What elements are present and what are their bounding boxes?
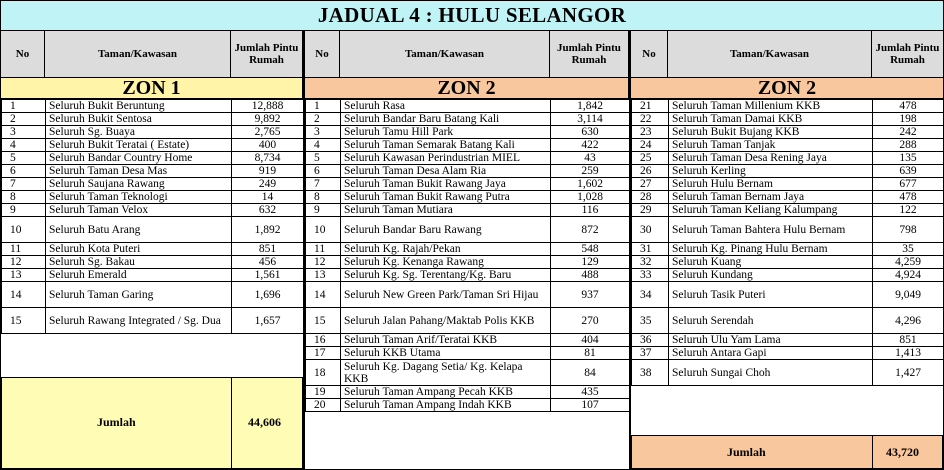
row-units: 1,696 [232,282,304,308]
row-area-name: Seluruh Taman Velox [46,204,232,217]
header-row-zone1 [1,31,303,78]
row-area-name: Seluruh Kundang [669,269,873,282]
row-area-name: Seluruh Taman Tanjak [669,139,873,152]
row-number: 34 [632,282,669,308]
row-area-name: Seluruh Taman Semarak Batang Kali [341,139,551,152]
row-units: 1,657 [232,308,304,334]
column-divider [629,31,631,469]
row-area-name: Seluruh Taman Damai KKB [669,113,873,126]
table-row [2,113,304,126]
table-row [306,399,630,412]
table-row [632,243,944,256]
row-units: 4,924 [873,269,944,282]
row-area-name: Seluruh Tasik Puteri [669,282,873,308]
row-number: 11 [306,243,341,256]
row-units: 1,892 [232,217,304,243]
zone2-total-label: Jumlah [727,445,766,459]
row-number: 9 [306,204,341,217]
row-area-name: Seluruh Kg. Kenanga Rawang [341,256,551,269]
row-number: 4 [2,139,46,152]
page-title: JADUAL 4 : HULU SELANGOR [1,1,943,31]
row-units: 116 [551,204,630,217]
row-units: 422 [551,139,630,152]
row-area-name: Seluruh Taman Millenium KKB [669,100,873,113]
table-row [2,100,304,113]
row-units: 872 [551,217,630,243]
row-area-name: Seluruh Taman Bernam Jaya [669,191,873,204]
row-units: 478 [873,100,944,113]
table-row [632,126,944,139]
table-row [2,269,304,282]
row-units: 937 [551,282,630,308]
row-number: 11 [2,243,46,256]
row-units: 851 [232,243,304,256]
row-units: 677 [873,178,944,191]
row-area-name: Seluruh Bukit Beruntung [46,100,232,113]
row-number: 6 [2,165,46,178]
table-row [2,139,304,152]
row-area-name: Seluruh Kg. Sg. Terentang/Kg. Baru [341,269,551,282]
row-number: 13 [2,269,46,282]
header-area: Taman/Kawasan [45,31,231,77]
row-number: 25 [632,152,669,165]
row-units: 4,296 [873,308,944,334]
row-units: 1,602 [551,178,630,191]
row-area-name: Seluruh Antara Gapi [669,347,873,360]
row-area-name: Seluruh Kota Puteri [46,243,232,256]
zone2-total [631,435,943,469]
row-area-name: Seluruh Bandar Baru Rawang [341,217,551,243]
row-number: 18 [306,360,341,386]
table-row [2,282,304,308]
row-units: 2,765 [232,126,304,139]
row-area-name: Seluruh Sg. Bakau [46,256,232,269]
row-number: 15 [306,308,341,334]
row-number: 4 [306,139,341,152]
row-number: 2 [2,113,46,126]
row-number: 22 [632,113,669,126]
row-units: 798 [873,217,944,243]
table-row [632,360,944,386]
row-area-name: Seluruh Sungai Choh [669,360,873,386]
row-number: 37 [632,347,669,360]
row-area-name: Seluruh Taman Ampang Indah KKB [341,399,551,412]
table-row [306,360,630,386]
row-number: 23 [632,126,669,139]
row-units: 1,413 [873,347,944,360]
row-number: 5 [2,152,46,165]
row-units: 12,888 [232,100,304,113]
table-row [632,347,944,360]
table-row [632,165,944,178]
row-number: 7 [2,178,46,191]
row-units: 249 [232,178,304,191]
table-row [306,191,630,204]
row-area-name: Seluruh Bukit Bujang KKB [669,126,873,139]
row-number: 33 [632,269,669,282]
table-row [306,334,630,347]
column-divider [303,31,305,469]
row-number: 19 [306,386,341,399]
table-row [632,308,944,334]
table-row [2,152,304,165]
row-units: 3,114 [551,113,630,126]
header-no: No [305,31,340,77]
row-number: 2 [306,113,341,126]
table-row [2,308,304,334]
row-number: 1 [2,100,46,113]
row-number: 20 [306,399,341,412]
row-area-name: Seluruh Bukit Sentosa [46,113,232,126]
zone2b-table [631,99,944,386]
table-row [632,217,944,243]
table-row [2,126,304,139]
row-area-name: Seluruh Taman Bukit Rawang Jaya [341,178,551,191]
table-row [632,334,944,347]
row-units: 35 [873,243,944,256]
table-row [632,139,944,152]
row-number: 27 [632,178,669,191]
row-units: 851 [873,334,944,347]
row-units: 81 [551,347,630,360]
row-units: 270 [551,308,630,334]
row-number: 15 [2,308,46,334]
row-area-name: Seluruh Sg. Buaya [46,126,232,139]
row-number: 8 [2,191,46,204]
table-row [306,347,630,360]
table-row [306,217,630,243]
row-units: 288 [873,139,944,152]
row-units: 259 [551,165,630,178]
row-number: 17 [306,347,341,360]
row-area-name: Seluruh Kerling [669,165,873,178]
table-row [2,191,304,204]
row-area-name: Seluruh Hulu Bernam [669,178,873,191]
row-area-name: Seluruh Taman Ampang Pecah KKB [341,386,551,399]
row-units: 1,561 [232,269,304,282]
row-area-name: Seluruh Taman Keliang Kalumpang [669,204,873,217]
table-row [306,113,630,126]
row-number: 24 [632,139,669,152]
row-units: 435 [551,386,630,399]
zone2a-table [305,99,630,412]
row-area-name: Seluruh Kg. Dagang Setia/ Kg. Kelapa KKB [341,360,551,386]
table-row [306,269,630,282]
zone1-total [1,377,303,469]
row-units: 639 [873,165,944,178]
row-number: 28 [632,191,669,204]
row-number: 38 [632,360,669,386]
row-units: 1,028 [551,191,630,204]
row-area-name: Seluruh Bukit Teratai ( Estate) [46,139,232,152]
row-number: 30 [632,217,669,243]
row-units: 242 [873,126,944,139]
table-row [306,243,630,256]
row-number: 14 [2,282,46,308]
header-units: Jumlah Pintu Rumah [875,42,940,66]
table-row [2,256,304,269]
row-number: 10 [2,217,46,243]
table-row [2,217,304,243]
table-row [306,100,630,113]
zone-label-1: ZON 1 [1,78,303,99]
row-units: 400 [232,139,304,152]
row-area-name: Seluruh Kuang [669,256,873,269]
table-row [306,204,630,217]
row-units: 9,892 [232,113,304,126]
table-row [306,152,630,165]
row-units: 488 [551,269,630,282]
table-row [632,269,944,282]
row-units: 548 [551,243,630,256]
row-area-name: Seluruh Bandar Country Home [46,152,232,165]
row-number: 14 [306,282,341,308]
row-number: 5 [306,152,341,165]
header-no: No [1,31,45,77]
table-row [632,100,944,113]
row-area-name: Seluruh Ulu Yam Lama [669,334,873,347]
row-number: 6 [306,165,341,178]
row-area-name: Seluruh Taman Teknologi [46,191,232,204]
row-units: 198 [873,113,944,126]
row-units: 4,259 [873,256,944,269]
row-number: 29 [632,204,669,217]
row-number: 3 [2,126,46,139]
table-row [306,282,630,308]
table-row [306,126,630,139]
row-units: 404 [551,334,630,347]
header-row-zone2a [305,31,629,78]
row-area-name: Seluruh Rasa [341,100,551,113]
row-units: 478 [873,191,944,204]
row-area-name: Seluruh Batu Arang [46,217,232,243]
table-row [306,178,630,191]
row-units: 43 [551,152,630,165]
table-row [2,243,304,256]
row-number: 12 [306,256,341,269]
header-area: Taman/Kawasan [340,31,550,77]
row-number: 26 [632,165,669,178]
row-area-name: Seluruh Serendah [669,308,873,334]
row-number: 31 [632,243,669,256]
table-row [632,282,944,308]
zone1-total-label: Jumlah [97,415,136,429]
row-units: 14 [232,191,304,204]
row-units: 630 [551,126,630,139]
row-units: 8,734 [232,152,304,165]
row-area-name: Seluruh KKB Utama [341,347,551,360]
table-row [632,256,944,269]
row-units: 122 [873,204,944,217]
row-units: 1,842 [551,100,630,113]
row-units: 9,049 [873,282,944,308]
table-row [632,113,944,126]
zone1-table [1,99,304,334]
row-number: 7 [306,178,341,191]
row-number: 9 [2,204,46,217]
row-area-name: Seluruh Kg. Pinang Hulu Bernam [669,243,873,256]
table-row [632,152,944,165]
table-row [306,386,630,399]
row-units: 135 [873,152,944,165]
row-area-name: Seluruh Kawasan Perindustrian MIEL [341,152,551,165]
row-number: 3 [306,126,341,139]
row-area-name: Seluruh Emerald [46,269,232,282]
row-area-name: Seluruh Bandar Baru Batang Kali [341,113,551,126]
table-row [632,191,944,204]
header-area: Taman/Kawasan [668,31,872,77]
row-area-name: Seluruh Taman Mutiara [341,204,551,217]
zone2-total-value: 43,720 [886,445,919,459]
row-number: 36 [632,334,669,347]
zone1-total-value: 44,606 [248,415,281,429]
row-area-name: Seluruh Saujana Rawang [46,178,232,191]
row-area-name: Seluruh Taman Desa Mas [46,165,232,178]
row-number: 8 [306,191,341,204]
row-area-name: Seluruh Taman Bahtera Hulu Bernam [669,217,873,243]
row-area-name: Seluruh Taman Desa Alam Ria [341,165,551,178]
row-area-name: Seluruh Taman Garing [46,282,232,308]
row-area-name: Seluruh Taman Desa Rening Jaya [669,152,873,165]
row-number: 35 [632,308,669,334]
header-row-zone2b [631,31,943,78]
row-units: 1,427 [873,360,944,386]
table-row [306,256,630,269]
row-units: 129 [551,256,630,269]
header-no: No [631,31,668,77]
table-row [632,178,944,191]
row-area-name: Seluruh Tamu Hill Park [341,126,551,139]
row-area-name: Seluruh Taman Bukit Rawang Putra [341,191,551,204]
row-number: 13 [306,269,341,282]
row-number: 21 [632,100,669,113]
table-row [306,139,630,152]
row-number: 1 [306,100,341,113]
row-units: 107 [551,399,630,412]
header-units: Jumlah Pintu Rumah [231,31,303,77]
row-units: 456 [232,256,304,269]
header-units: Jumlah Pintu Rumah [550,31,629,77]
row-area-name: Seluruh Rawang Integrated / Sg. Dua [46,308,232,334]
row-area-name: Seluruh Taman Arif/Teratai KKB [341,334,551,347]
row-number: 16 [306,334,341,347]
row-area-name: Seluruh New Green Park/Taman Sri Hijau [341,282,551,308]
row-area-name: Seluruh Kg. Rajah/Pekan [341,243,551,256]
row-units: 632 [232,204,304,217]
row-units: 919 [232,165,304,178]
table-row [2,204,304,217]
table-row [306,308,630,334]
row-number: 12 [2,256,46,269]
row-units: 84 [551,360,630,386]
table-row [2,178,304,191]
table-row [2,165,304,178]
table-row [632,204,944,217]
row-area-name: Seluruh Jalan Pahang/Maktab Polis KKB [341,308,551,334]
table-row [306,165,630,178]
zone-label-2b: ZON 2 [631,78,943,99]
row-number: 10 [306,217,341,243]
zone-label-2a: ZON 2 [305,78,629,99]
row-number: 32 [632,256,669,269]
